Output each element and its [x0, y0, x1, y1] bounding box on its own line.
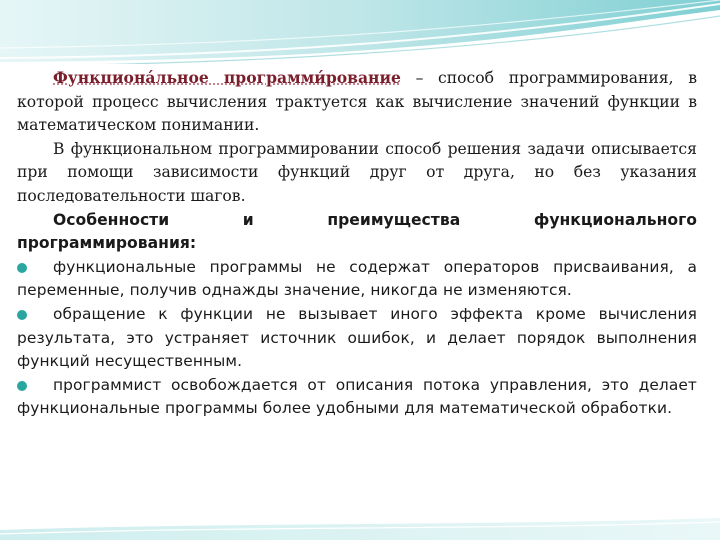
heading-word: Особенности [53, 210, 170, 229]
bullet-item [17, 303, 697, 374]
bullet-text: обращение к функции не вызывает иного эффекта кроме вычисления результата, это устраняет источник ошибок, и делает порядок выполнения функций несущественным. [17, 304, 697, 371]
heading-word: функционального [533, 210, 697, 229]
bullet-text: функциональные программы не содержат операторов присваивания, а переменные, получив однажды значение, никогда не изменяются. [17, 257, 697, 300]
bullet-dot-icon [17, 381, 27, 391]
bullet-text: программист освобождается от описания потока управления, это делает функциональные программы более удобными для математической обработки. [17, 375, 697, 418]
heading-word: и [242, 210, 254, 229]
slide-content [17, 66, 697, 421]
definition-text: – способ программирования, в которой процесс вычисления трактуется как вычисление значений функции в математическом понимании. [17, 69, 698, 135]
heading-word: преимущества [327, 210, 461, 229]
bullet-dot-icon [17, 310, 27, 320]
definition-term: Функциона́льное программи́рование [53, 68, 401, 87]
heading-word: программирования: [17, 234, 197, 253]
top-wave-decoration [0, 0, 720, 64]
method-paragraph: В функциональном программировании способ решения задачи описывается при помощи зависимости функций друг от друга, но без указания последовательности шагов. [17, 139, 697, 205]
bottom-wave-decoration [0, 500, 720, 540]
bullet-dot-icon [17, 263, 27, 273]
bullet-item [17, 256, 697, 303]
definition-paragraph [17, 66, 697, 138]
features-heading [17, 209, 697, 256]
bullet-item [17, 374, 697, 421]
